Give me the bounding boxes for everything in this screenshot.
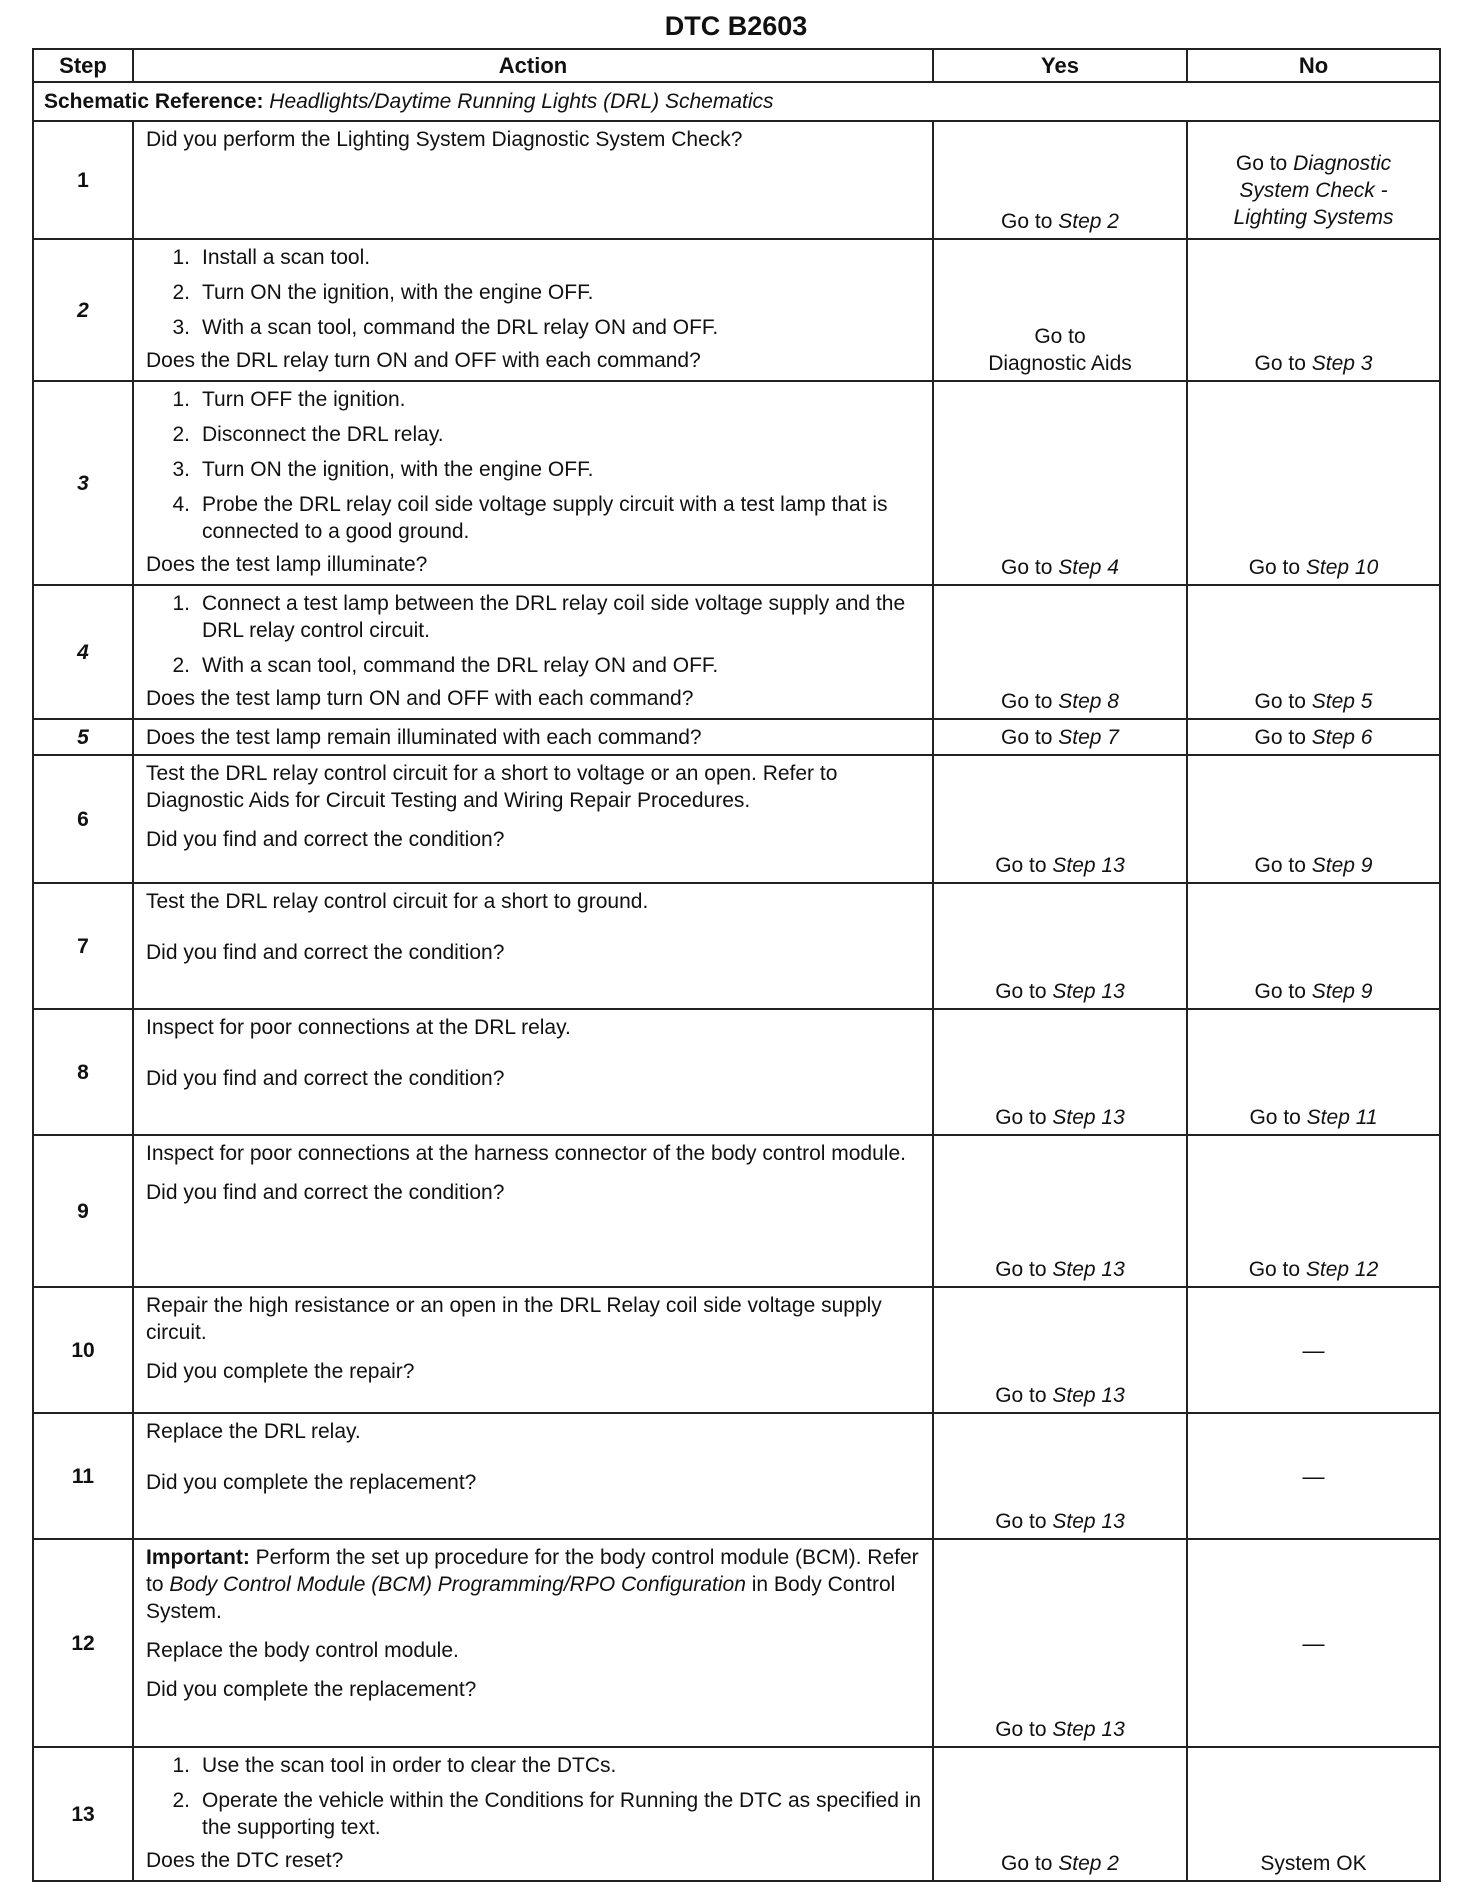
yes-cell	[933, 585, 1187, 719]
yes-ref: Step 13	[1052, 1384, 1125, 1407]
table-row	[33, 1009, 1440, 1135]
no-ref: Lighting Systems	[1233, 206, 1394, 229]
no-prefix: Go to	[1254, 690, 1312, 713]
action-cell	[133, 1287, 933, 1413]
yes-prefix: Go to	[995, 1384, 1053, 1407]
action-cell	[133, 755, 933, 883]
table-row	[33, 719, 1440, 755]
table-row	[33, 585, 1440, 719]
yes-cell	[933, 1009, 1187, 1135]
yes-ref: Step 13	[1052, 1258, 1125, 1281]
no-prefix: Go to	[1254, 352, 1312, 375]
step-number: 5	[33, 719, 133, 755]
action-question: Did you complete the replacement?	[146, 1678, 477, 1701]
no-cell	[1187, 585, 1440, 719]
action-cell	[133, 1135, 933, 1287]
schematic-row	[33, 82, 1440, 121]
no-prefix: Go to	[1248, 556, 1306, 579]
action-steps	[146, 244, 924, 341]
action-question: Did you find and correct the condition?	[146, 941, 505, 964]
yes-cell	[933, 1539, 1187, 1747]
yes-prefix: Go to	[1001, 1852, 1059, 1875]
header-step: Step	[33, 49, 133, 82]
no-prefix: Go to	[1254, 980, 1312, 1003]
yes-ref: Step 7	[1058, 725, 1119, 749]
yes-cell	[933, 755, 1187, 883]
no-cell	[1187, 121, 1440, 239]
yes-prefix: Go to	[995, 1510, 1053, 1533]
action-text: Test the DRL relay control circuit for a short to voltage or an open. Refer to Diagnostic Aids for Circuit Testing and Wiring Repair Procedures.	[146, 762, 838, 812]
action-cell	[133, 883, 933, 1009]
no-ref: Diagnostic	[1293, 152, 1392, 175]
step-number: 10	[33, 1287, 133, 1413]
yes-text: Diagnostic Aids	[988, 352, 1132, 375]
action-text: Replace the DRL relay.	[146, 1420, 361, 1443]
list-item: 2. Disconnect the DRL relay.	[172, 423, 444, 446]
header-action: Action	[133, 49, 933, 82]
list-item: 1. Connect a test lamp between the DRL relay coil side voltage supply and the DRL relay control circuit.	[172, 592, 906, 642]
yes-prefix: Go to	[995, 980, 1053, 1003]
no-ref: Step 9	[1311, 980, 1373, 1003]
no-ref: Step 3	[1311, 352, 1373, 375]
action-cell	[133, 1413, 933, 1539]
action-text: Replace the body control module.	[146, 1639, 459, 1662]
header-yes: Yes	[933, 49, 1187, 82]
action-cell	[133, 1539, 933, 1747]
no-cell	[1187, 381, 1440, 585]
step-number: 6	[33, 755, 133, 883]
action-question: Does the DTC reset?	[146, 1849, 344, 1872]
step-number: 9	[33, 1135, 133, 1287]
header-no: No	[1187, 49, 1440, 82]
step-number: 12	[33, 1539, 133, 1747]
yes-cell	[933, 239, 1187, 381]
table-row	[33, 121, 1440, 239]
action-question: Does the test lamp illuminate?	[146, 553, 428, 576]
no-ref: Step 12	[1305, 1258, 1379, 1281]
schematic-reference	[33, 82, 1440, 121]
action-text: Did you perform the Lighting System Diagnostic System Check?	[146, 128, 743, 151]
yes-prefix: Go to	[995, 1718, 1053, 1741]
action-question: Did you find and correct the condition?	[146, 1181, 505, 1204]
step-number: 7	[33, 883, 133, 1009]
yes-ref: Step 8	[1058, 690, 1119, 713]
table-row	[33, 1539, 1440, 1747]
yes-cell	[933, 381, 1187, 585]
action-question: Does the test lamp turn ON and OFF with each command?	[146, 687, 694, 710]
action-cell	[133, 121, 933, 239]
yes-prefix: Go to	[1001, 690, 1059, 713]
diagnostic-table	[32, 48, 1441, 1882]
no-cell: —	[1187, 1413, 1440, 1539]
action-cell	[133, 1009, 933, 1135]
header-row	[33, 49, 1440, 82]
no-cell	[1187, 755, 1440, 883]
step-number: 11	[33, 1413, 133, 1539]
table-row	[33, 1747, 1440, 1881]
schematic-value: Headlights/Daytime Running Lights (DRL) Schematics	[269, 89, 774, 113]
yes-ref: Step 13	[1052, 854, 1125, 877]
no-ref: Step 10	[1305, 556, 1379, 579]
action-question: Did you complete the replacement?	[146, 1471, 477, 1494]
table-row	[33, 239, 1440, 381]
action-text: Important: Perform the set up procedure for the body control module (BCM). Refer to Body Control Module (BCM) Programming/RPO Configuration in Body Control System.	[146, 1546, 919, 1623]
action-text: Inspect for poor connections at the DRL relay.	[146, 1016, 571, 1039]
step-number: 8	[33, 1009, 133, 1135]
list-item: 2. With a scan tool, command the DRL relay ON and OFF.	[172, 654, 719, 677]
yes-ref: Step 2	[1058, 1852, 1119, 1875]
yes-cell	[933, 121, 1187, 239]
yes-ref: Step 13	[1052, 980, 1125, 1003]
yes-prefix: Go to	[995, 1258, 1053, 1281]
yes-cell	[933, 1747, 1187, 1881]
no-cell	[1187, 719, 1440, 755]
no-prefix: Go to	[1254, 854, 1312, 877]
no-cell	[1187, 239, 1440, 381]
yes-cell	[933, 883, 1187, 1009]
table-row	[33, 755, 1440, 883]
no-cell: —	[1187, 1287, 1440, 1413]
table-row	[33, 883, 1440, 1009]
yes-cell	[933, 719, 1187, 755]
list-item: 2. Turn ON the ignition, with the engine OFF.	[172, 281, 594, 304]
no-cell	[1187, 883, 1440, 1009]
step-number: 4	[33, 585, 133, 719]
list-item: 1. Install a scan tool.	[172, 246, 371, 269]
list-item: 1. Use the scan tool in order to clear the DTCs.	[172, 1754, 617, 1777]
action-steps	[146, 590, 924, 679]
step-number: 3	[33, 381, 133, 585]
yes-prefix: Go to	[1001, 556, 1059, 579]
reference-link: Body Control Module (BCM) Programming/RPO Configuration	[169, 1573, 746, 1596]
action-text: Inspect for poor connections at the harness connector of the body control module.	[146, 1142, 906, 1165]
no-ref: Step 9	[1311, 854, 1373, 877]
no-prefix: Go to	[1249, 1106, 1307, 1129]
no-ref: System Check -	[1239, 179, 1388, 202]
no-cell: System OK	[1187, 1747, 1440, 1881]
action-question: Did you complete the repair?	[146, 1360, 415, 1383]
no-cell: —	[1187, 1539, 1440, 1747]
list-item: 4. Probe the DRL relay coil side voltage supply circuit with a test lamp that is connected to a good ground.	[172, 493, 888, 543]
yes-prefix: Go to	[995, 854, 1053, 877]
yes-cell	[933, 1135, 1187, 1287]
no-prefix: Go to	[1254, 725, 1312, 749]
yes-cell	[933, 1287, 1187, 1413]
step-number: 2	[33, 239, 133, 381]
step-number: 13	[33, 1747, 133, 1881]
yes-ref: Step 13	[1052, 1718, 1125, 1741]
list-item: 3. Turn ON the ignition, with the engine OFF.	[172, 458, 594, 481]
list-item: 3. With a scan tool, command the DRL relay ON and OFF.	[172, 316, 719, 339]
action-cell	[133, 719, 933, 755]
schematic-label: Schematic Reference:	[44, 89, 264, 113]
action-cell	[133, 585, 933, 719]
document-title: DTC B2603	[664, 11, 808, 41]
action-question: Does the test lamp remain illuminated with each command?	[146, 725, 702, 749]
action-text: Repair the high resistance or an open in the DRL Relay coil side voltage supply circuit.	[146, 1294, 882, 1344]
action-text: Test the DRL relay control circuit for a short to ground.	[146, 890, 649, 913]
action-question: Did you find and correct the condition?	[146, 1067, 505, 1090]
yes-text: Go to	[1034, 325, 1086, 348]
yes-ref: Step 2	[1058, 210, 1119, 233]
no-prefix: Go to	[1235, 152, 1294, 175]
yes-prefix: Go to	[1001, 725, 1059, 749]
action-question: Does the DRL relay turn ON and OFF with each command?	[146, 349, 701, 372]
table-row	[33, 381, 1440, 585]
no-cell	[1187, 1135, 1440, 1287]
step-number: 1	[33, 121, 133, 239]
no-cell	[1187, 1009, 1440, 1135]
table-row	[33, 1413, 1440, 1539]
yes-ref: Step 13	[1052, 1510, 1125, 1533]
list-item: 2. Operate the vehicle within the Conditions for Running the DTC as specified in the supporting text.	[172, 1789, 922, 1839]
yes-ref: Step 13	[1052, 1106, 1125, 1129]
action-steps	[146, 1752, 924, 1841]
no-ref: Step 11	[1306, 1106, 1378, 1129]
action-question: Did you find and correct the condition?	[146, 828, 505, 851]
important-label: Important:	[146, 1546, 250, 1569]
no-prefix: Go to	[1248, 1258, 1306, 1281]
yes-prefix: Go to	[1001, 210, 1059, 233]
list-item: 1. Turn OFF the ignition.	[172, 388, 406, 411]
no-ref: Step 6	[1311, 725, 1373, 749]
action-cell	[133, 1747, 933, 1881]
action-cell	[133, 239, 933, 381]
action-steps	[146, 386, 924, 545]
yes-ref: Step 4	[1058, 556, 1119, 579]
table-row	[33, 1135, 1440, 1287]
yes-cell	[933, 1413, 1187, 1539]
yes-prefix: Go to	[995, 1106, 1053, 1129]
no-ref: Step 5	[1311, 690, 1373, 713]
action-cell	[133, 381, 933, 585]
table-row	[33, 1287, 1440, 1413]
